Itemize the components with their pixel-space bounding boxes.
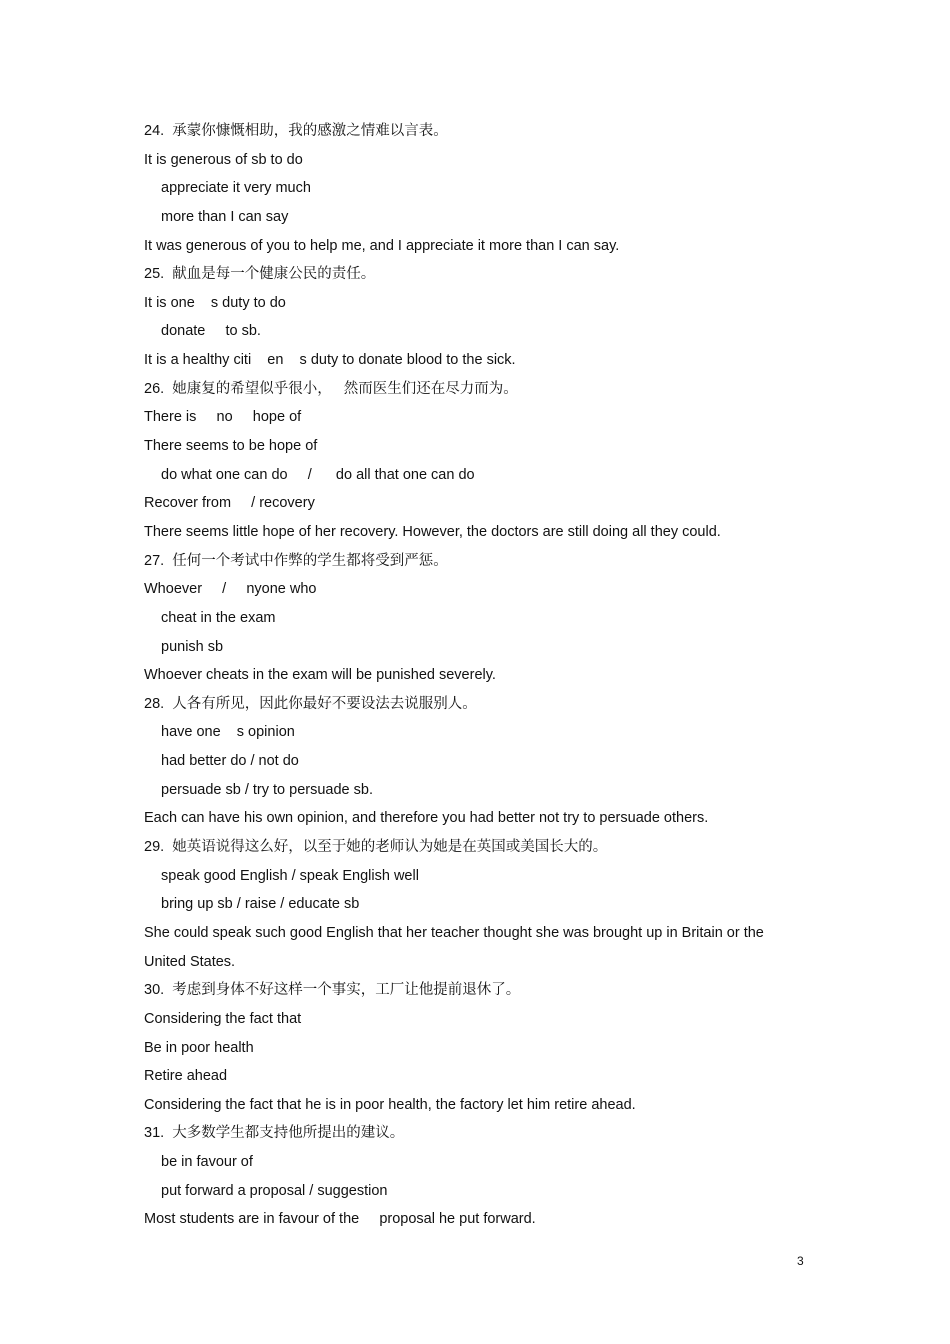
text-line: United States. [144, 953, 236, 970]
text-line: It is a healthy citi en s duty to donate blood to the sick. [144, 352, 516, 369]
text-line: donate to sb. [161, 323, 261, 340]
text-line: 27. 任何一个考试中作弊的学生都将受到严惩。 [144, 552, 448, 569]
text-line: Recover from / recovery [144, 495, 315, 512]
text-line: It was generous of you to help me, and I appreciate it more than I can say. [144, 237, 620, 254]
text-line: 31. 大多数学生都支持他所提出的建议。 [144, 1125, 405, 1142]
text-line: 26. 她康复的希望似乎很小， 然而医生们还在尽力而为。 [144, 380, 518, 397]
text-line: Whoever / nyone who [144, 581, 317, 598]
text-line: There is no hope of [144, 409, 302, 426]
text-line: She could speak such good English that her teacher thought she was brought up in Britain or the [144, 924, 764, 941]
text-line: 24. 承蒙你慷慨相助，我的感激之情难以言表。 [144, 123, 448, 139]
text-line: bring up sb / raise / educate sb [161, 896, 360, 913]
text-line: Be in poor health [144, 1039, 254, 1056]
text-line: It is one s duty to do [144, 294, 286, 311]
text-line: 29. 她英语说得这么好，以至于她的老师认为她是在英国或美国长大的。 [144, 839, 608, 856]
page-number: 3 [797, 1254, 804, 1268]
text-line: 30. 考虑到身体不好这样一个事实，工厂让他提前退休了。 [144, 982, 521, 999]
text-line: There seems little hope of her recovery. However, the doctors are still doing all they could. [144, 523, 721, 540]
text-line: speak good English / speak English well [161, 867, 419, 884]
text-line: do what one can do / do all that one can do [161, 466, 475, 483]
text-line: There seems to be hope of [144, 438, 318, 455]
text-line: Considering the fact that [144, 1010, 302, 1027]
text-line: appreciate it very much [161, 180, 311, 197]
text-line: cheat in the exam [161, 609, 276, 626]
text-line: Each can have his own opinion, and therefore you had better not try to persuade others. [144, 810, 709, 827]
text-line: put forward a proposal / suggestion [161, 1182, 388, 1199]
text-line: It is generous of sb to do [144, 151, 303, 168]
text-line: Whoever cheats in the exam will be punished severely. [144, 667, 496, 684]
text-line: persuade sb / try to persuade sb. [161, 781, 373, 798]
text-line: have one s opinion [161, 724, 295, 741]
text-line: be in favour of [161, 1154, 253, 1171]
text-line: more than I can say [161, 208, 289, 225]
document-body [144, 117, 824, 1234]
text-line: Considering the fact that he is in poor health, the factory let him retire ahead. [144, 1096, 636, 1113]
text-line: 28. 人各有所见，因此你最好不要设法去说服别人。 [144, 695, 477, 712]
text-line: punish sb [161, 638, 224, 655]
text-line: Most students are in favour of the proposal he put forward. [144, 1211, 536, 1228]
text-line: 25. 献血是每一个健康公民的责任。 [144, 266, 376, 283]
text-line: had better do / not do [161, 753, 299, 770]
text-line: Retire ahead [144, 1068, 228, 1085]
